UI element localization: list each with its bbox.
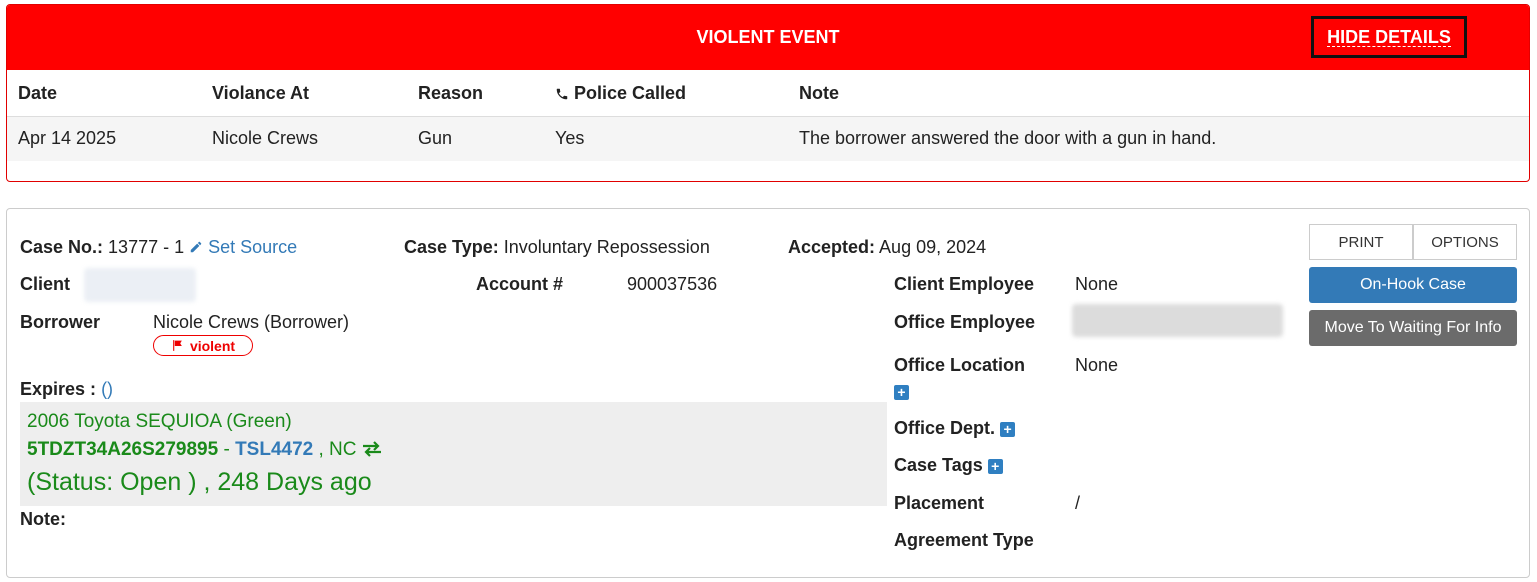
placement-label: Placement (894, 493, 985, 513)
agreement-type-label: Agreement Type (894, 530, 1034, 550)
office-dept-add-icon[interactable]: + (1000, 422, 1015, 437)
client-label: Client (20, 274, 71, 294)
case-details-panel (6, 208, 1530, 578)
office-location-add[interactable] (894, 381, 909, 402)
office-location-value: None (1075, 355, 1119, 375)
column-header-date: Date (18, 83, 58, 103)
client-value-redacted (84, 268, 196, 302)
column-header-police-called (555, 83, 686, 104)
move-to-waiting-button[interactable]: Move To Waiting For Info (1309, 310, 1517, 346)
vehicle-separator: - (223, 439, 230, 460)
violent-badge-label: violent (189, 337, 236, 354)
print-button[interactable]: PRINT (1309, 224, 1413, 260)
office-dept (894, 418, 1015, 439)
swap-arrows-icon[interactable] (362, 441, 382, 457)
case-type-value: Involuntary Repossession (503, 237, 710, 257)
flag-icon (171, 339, 184, 352)
case-tags (894, 455, 1003, 476)
pencil-icon (189, 240, 203, 254)
case-type-label: Case Type: (404, 237, 499, 257)
accepted-date (788, 237, 986, 258)
set-source-link[interactable] (189, 237, 297, 257)
expires-label: Expires : (20, 379, 97, 399)
cell-date: Apr 14 2025 (18, 128, 117, 148)
vehicle-plate[interactable]: TSL4472 (235, 439, 314, 460)
plus-icon: + (894, 385, 909, 400)
hide-details-button[interactable] (1311, 16, 1467, 58)
vehicle-vin[interactable]: 5TDZT34A26S279895 (27, 439, 219, 460)
accepted-label: Accepted: (788, 237, 876, 257)
cell-reason: Gun (418, 128, 453, 148)
column-header-reason: Reason (418, 83, 484, 103)
accepted-value: Aug 09, 2024 (879, 237, 987, 257)
case-no-label: Case No.: (20, 237, 104, 257)
office-employee-label: Office Employee (894, 312, 1036, 332)
violent-badge (153, 335, 253, 356)
expires (20, 379, 113, 400)
case-tags-add-icon[interactable]: + (988, 459, 1003, 474)
cell-note: The borrower answered the door with a gun in hand. (799, 128, 1217, 148)
office-employee-value-redacted (1072, 304, 1283, 337)
placement-value: / (1075, 493, 1081, 513)
on-hook-case-button[interactable]: On-Hook Case (1309, 267, 1517, 303)
expires-value[interactable]: () (101, 379, 114, 399)
client-employee-value: None (1075, 274, 1119, 294)
table-header-row (7, 70, 1529, 117)
borrower-label: Borrower (20, 312, 101, 332)
client-employee-label: Client Employee (894, 274, 1035, 294)
borrower-value: Nicole Crews (Borrower) (153, 312, 350, 332)
set-source-label: Set Source (208, 237, 298, 257)
options-button[interactable]: OPTIONS (1413, 224, 1517, 260)
violent-event-header (7, 5, 1529, 70)
phone-icon (555, 87, 569, 101)
case-number (20, 237, 297, 258)
office-location-label: Office Location (894, 355, 1026, 375)
hide-details-label: HIDE DETAILS (1327, 26, 1451, 47)
police-called-label: Police Called (574, 83, 687, 103)
vehicle-state: , NC (318, 439, 357, 460)
account-value: 900037536 (627, 274, 718, 294)
vehicle-description[interactable]: 2006 Toyota SEQUIOA (Green) (27, 411, 292, 432)
case-tags-label: Case Tags (894, 455, 983, 475)
violent-event-title: VIOLENT EVENT (696, 27, 840, 47)
table-row (7, 117, 1529, 161)
vehicle-info-box (20, 402, 887, 506)
column-header-violence-at: Violance At (212, 83, 310, 103)
column-header-note: Note (799, 83, 839, 103)
note-label: Note: (20, 509, 66, 529)
vehicle-status: (Status: Open ) , 248 Days ago (27, 468, 372, 496)
case-no-value: 13777 - 1 (108, 237, 185, 257)
vehicle-identifiers (27, 439, 382, 461)
account-label: Account # (476, 274, 564, 294)
violent-event-panel (6, 4, 1530, 182)
office-dept-label: Office Dept. (894, 418, 996, 438)
cell-violence-at: Nicole Crews (212, 128, 319, 148)
case-type (404, 237, 710, 258)
cell-police-called: Yes (555, 128, 585, 148)
